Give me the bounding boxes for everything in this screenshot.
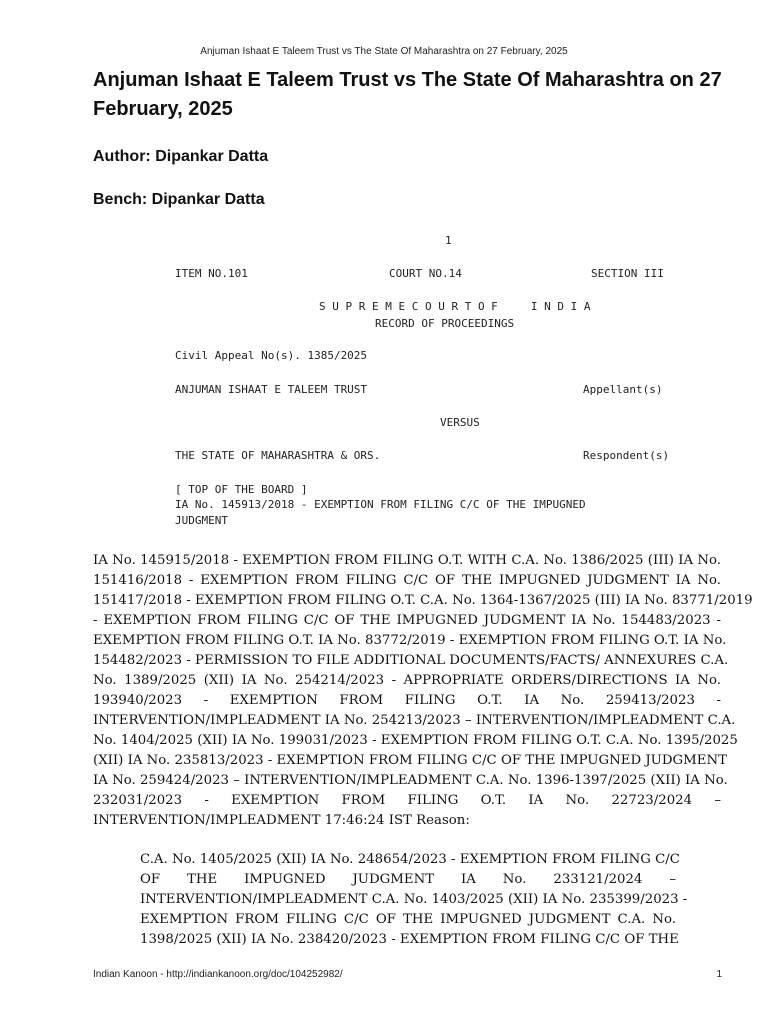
record-of-proceedings: RECORD OF PROCEEDINGS — [375, 317, 515, 330]
section-label: SECTION III — [591, 267, 664, 280]
paragraph-line: EXEMPTION FROM FILING O.T. IA No. 83772/2019 - EXEMPTION FROM FILING O.T. IA No. — [93, 633, 727, 648]
footer-source: Indian Kanoon - http://indiankanoon.org/doc/104252982/ — [93, 969, 343, 980]
bench-line: Bench: Dipankar Datta — [93, 191, 265, 208]
paragraph-line: INTERVENTION/IMPLEADMENT 17:46:24 IST Reason: — [93, 813, 470, 828]
paragraph-line: No. 1389/2025 (XII) IA No. 254214/2023 - APPROPRIATE ORDERS/DIRECTIONS IA No. — [93, 673, 721, 688]
respondent-name: THE STATE OF MAHARASHTRA & ORS. — [175, 449, 381, 462]
paragraph-line: - EXEMPTION FROM FILING C/C OF THE IMPUGNED JUDGMENT IA No. 154483/2023 - — [93, 613, 721, 628]
paragraph-line: INTERVENTION/IMPLEADMENT C.A. No. 1403/2025 (XII) IA No. 235399/2023 - — [140, 892, 688, 907]
paragraph-line: 193940/2023 - EXEMPTION FROM FILING O.T. IA No. 259413/2023 - — [93, 693, 721, 708]
ia-line-2: JUDGMENT — [175, 514, 228, 527]
court-name: S U P R E M E C O U R T O F I N D I A — [319, 300, 591, 313]
paragraph-2 — [140, 850, 688, 950]
paragraph-line: No. 1404/2025 (XII) IA No. 199031/2023 - EXEMPTION FROM FILING O.T. C.A. No. 1395/2025 — [93, 733, 738, 748]
paragraph-line: INTERVENTION/IMPLEADMENT IA No. 254213/2023 – INTERVENTION/IMPLEADMENT C.A. — [93, 713, 736, 728]
paragraph-line: OF THE IMPUGNED JUDGMENT IA No. 233121/2024 – — [140, 872, 676, 887]
author-line: Author: Dipankar Datta — [93, 148, 269, 165]
paragraph-line: (XII) IA No. 235813/2023 - EXEMPTION FROM FILING C/C OF THE IMPUGNED JUDGMENT — [93, 753, 727, 768]
paragraph-line: 151416/2018 - EXEMPTION FROM FILING C/C OF THE IMPUGNED JUDGMENT IA No. — [93, 573, 721, 588]
respondent-role: Respondent(s) — [583, 449, 670, 462]
document-title: Anjuman Ishaat E Taleem Trust vs The State Of Maharashtra on 27 February, 2025 — [93, 69, 722, 120]
appellant-role: Appellant(s) — [583, 383, 663, 396]
item-number: ITEM NO.101 — [175, 267, 248, 280]
running-header: Anjuman Ishaat E Taleem Trust vs The State Of Maharashtra on 27 February, 2025 — [200, 46, 568, 57]
paragraph-line: IA No. 259424/2023 – INTERVENTION/IMPLEADMENT C.A. No. 1396-1397/2025 (XII) IA No. — [93, 773, 728, 788]
paragraph-line: C.A. No. 1405/2025 (XII) IA No. 248654/2023 - EXEMPTION FROM FILING C/C — [140, 852, 680, 867]
paragraph-line: 151417/2018 - EXEMPTION FROM FILING O.T. C.A. No. 1364-1367/2025 (III) IA No. 83771/2019 — [93, 593, 753, 608]
paragraph-line: 232031/2023 - EXEMPTION FROM FILING O.T. IA No. 22723/2024 – — [93, 793, 721, 808]
case-number: Civil Appeal No(s). 1385/2025 — [175, 349, 368, 362]
paragraph-line: IA No. 145915/2018 - EXEMPTION FROM FILING O.T. WITH C.A. No. 1386/2025 (III) IA No. — [93, 553, 721, 568]
appellant-name: ANJUMAN ISHAAT E TALEEM TRUST — [175, 383, 368, 396]
paragraph-1 — [93, 551, 753, 831]
page-number-top: 1 — [445, 234, 452, 247]
versus-label: VERSUS — [440, 416, 480, 429]
board-label: [ TOP OF THE BOARD ] — [175, 483, 308, 496]
court-number: COURT NO.14 — [389, 267, 462, 280]
footer-page-number: 1 — [716, 969, 722, 980]
paragraph-line: 154482/2023 - PERMISSION TO FILE ADDITIONAL DOCUMENTS/FACTS/ ANNEXURES C.A. — [93, 653, 729, 668]
paragraph-line: 1398/2025 (XII) IA No. 238420/2023 - EXEMPTION FROM FILING C/C OF THE — [140, 932, 679, 947]
paragraph-line: EXEMPTION FROM FILING C/C OF THE IMPUGNED JUDGMENT C.A. No. — [140, 912, 676, 927]
ia-line-1: IA No. 145913/2018 - EXEMPTION FROM FILING C/C OF THE IMPUGNED — [175, 498, 586, 511]
